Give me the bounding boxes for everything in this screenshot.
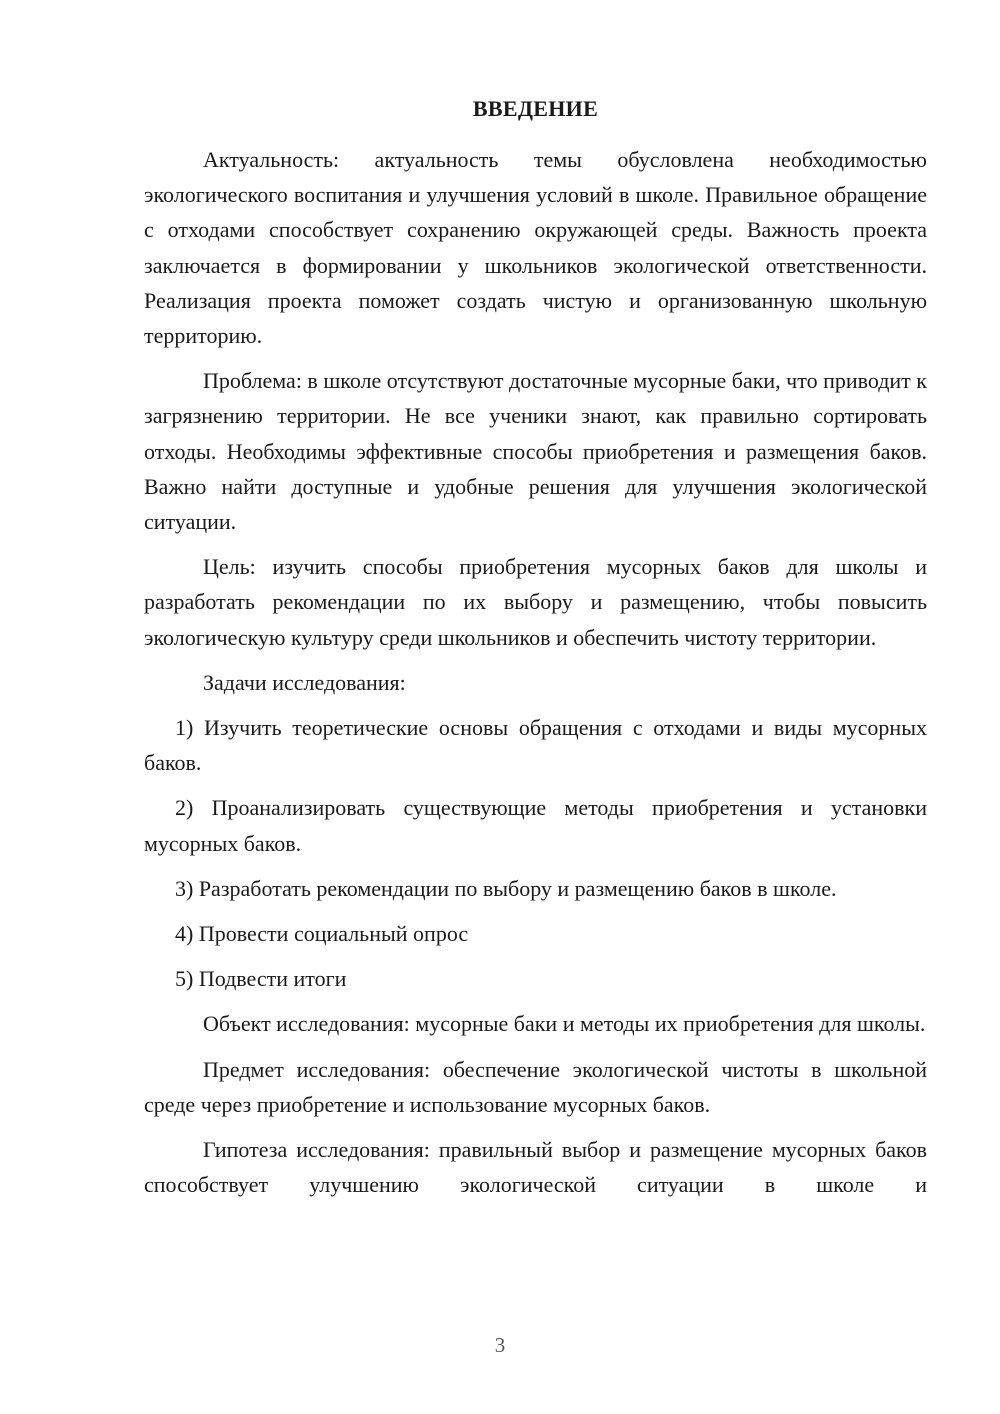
page-content [144,96,927,1212]
task-item-4: 4) Провести социальный опрос [175,921,469,947]
paragraph-relevance: Актуальность: актуальность темы обусловлена необходимостью экологического воспитания и улучшения условий в школе. Правильное обращение с отходами способствует сохранению окружающей среды. Важность проекта заключается в формировании у школьников экологической ответственности. Реализация проекта поможет создать чистую и организованную школьную территорию. [144,147,927,349]
task-item-5: 5) Подвести итоги [175,966,347,992]
paragraph-problem: Проблема: в школе отсутствуют достаточные мусорные баки, что приводит к загрязнению территории. Не все ученики знают, как правильно сортировать отходы. Необходимы эффективные способы приобретения и размещения баков. Важно найти доступные и удобные решения для улучшения экологической ситуации. [144,368,927,535]
task-item-3: 3) Разработать рекомендации по выбору и размещению баков в школе. [175,875,837,901]
page-heading: ВВЕДЕНИЕ [472,96,599,121]
paragraph-tasks-title: Задачи исследования: [203,669,406,695]
paragraph-object: Объект исследования: мусорные баки и методы их приобретения для школы. [203,1011,926,1037]
page-number: 3 [494,1333,506,1357]
paragraph-subject: Предмет исследования: обеспечение экологической чистоты в школьной среде через приобретение и использование мусорных баков. [144,1056,927,1117]
paragraph-hypothesis: Гипотеза исследования: правильный выбор и размещение мусорных баков способствует улучшению экологической ситуации в школе и [144,1137,927,1198]
task-item-1: 1) Изучить теоретические основы обращения с отходами и виды мусорных баков. [144,715,927,776]
paragraph-goal: Цель: изучить способы приобретения мусорных баков для школы и разработать рекомендации по их выбору и размещению, чтобы повысить экологическую культуру среди школьников и обеспечить чистоту территории. [144,554,927,650]
task-item-2: 2) Проанализировать существующие методы приобретения и установки мусорных баков. [144,795,927,856]
